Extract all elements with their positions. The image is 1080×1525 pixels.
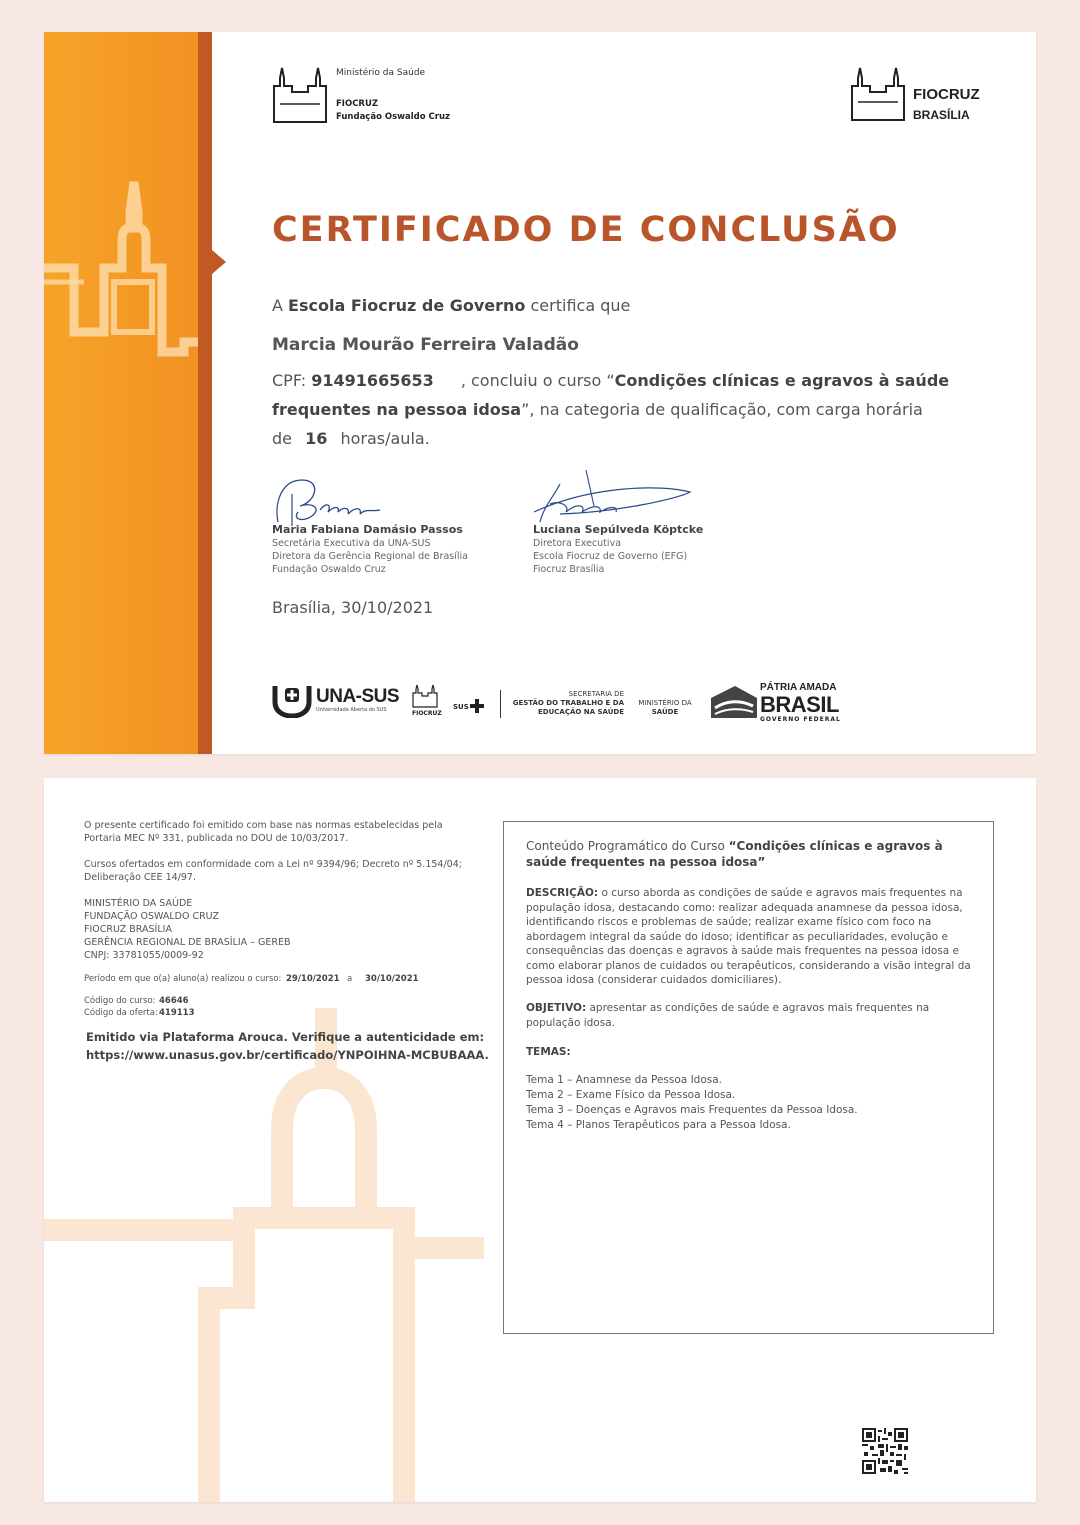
- band-edge: [198, 32, 212, 754]
- fiocruz-brasilia-label-2: BRASÍLIA: [913, 108, 970, 122]
- band-notch: [212, 250, 226, 274]
- fundacao-label: Fundação Oswaldo Cruz: [336, 112, 450, 122]
- fiocruz-brasilia-castle-icon: [850, 64, 906, 122]
- offer-code: 419113: [159, 1008, 195, 1018]
- certificate-title: CERTIFICADO DE CONCLUSÃO: [272, 210, 900, 250]
- intro-line: [272, 296, 630, 315]
- cpf-line: [272, 371, 949, 390]
- sgtes-logo: [508, 690, 624, 717]
- program-description: [526, 886, 974, 988]
- course-name-1: Condições clínicas e agravos à saúde: [614, 371, 950, 390]
- governo-federal-label: GOVERNO FEDERAL: [760, 716, 841, 723]
- course-suffix: ”, na categoria de qualificação, com carga horária: [521, 400, 923, 419]
- fiocruz-small-icon: [412, 684, 438, 708]
- period-sep: a: [347, 974, 353, 984]
- course-code-label: Código do curso:: [84, 996, 156, 1006]
- org-line-5: CNPJ: 33781055/0009-92: [84, 950, 204, 961]
- sus-cross-icon: [469, 698, 485, 714]
- certificate-back: [44, 778, 1036, 1502]
- brasil-flag-icon: [711, 684, 757, 718]
- desc-label: DESCRIÇÃO:: [526, 887, 599, 899]
- program-box: [503, 821, 994, 1334]
- program-objective: [526, 1001, 974, 1030]
- tema-2: Tema 2 – Exame Físico da Pessoa Idosa.: [526, 1089, 736, 1101]
- sgtes-line-3: EDUCAÇÃO NA SAÚDE: [537, 708, 624, 716]
- signature-1-line-2: Diretora da Gerência Regional de Brasília: [272, 551, 468, 562]
- obj-text: apresentar as condições de saúde e agravos mais frequentes na população idosa.: [526, 1002, 930, 1029]
- signature-2-icon: [530, 466, 700, 526]
- temas-heading: [526, 1045, 974, 1060]
- signature-1-line-3: Fundação Oswaldo Cruz: [272, 564, 386, 575]
- ministerio-label: Ministério da Saúde: [336, 68, 426, 78]
- sgtes-line-2: GESTÃO DO TRABALHO E DA: [512, 699, 624, 707]
- law-line-1: Cursos ofertados em conformidade com a Lei nº 9394/96; Decreto nº 5.154/04;: [84, 859, 462, 870]
- org-line-2: FUNDAÇÃO OSWALDO CRUZ: [84, 911, 219, 922]
- temas-label: TEMAS:: [526, 1046, 571, 1058]
- course-name-2: frequentes na pessoa idosa: [272, 400, 522, 419]
- program-title-prefix: Conteúdo Programático do Curso: [526, 839, 729, 853]
- course-code: 46646: [159, 996, 189, 1006]
- law-line-2: Deliberação CEE 14/97.: [84, 872, 196, 883]
- emit-line-1: Emitido via Plataforma Arouca. Verifique a autenticidade em:: [86, 1030, 485, 1044]
- org-line-4: GERÊNCIA REGIONAL DE BRASÍLIA – GEREB: [84, 937, 291, 948]
- offer-code-label: Código da oferta:: [84, 1008, 158, 1018]
- ministerio-small-logo: [634, 699, 696, 717]
- footer-divider: [500, 690, 501, 718]
- unasus-sub: Universidade Aberta do SUS: [316, 707, 387, 713]
- fiocruz-small-label: FIOCRUZ: [412, 710, 442, 717]
- sus-label: SUS: [453, 703, 469, 711]
- signature-1-icon: [272, 472, 402, 528]
- signature-1-line-1: Secretária Executiva da UNA-SUS: [272, 538, 431, 549]
- intro-prefix: A: [272, 296, 289, 315]
- unasus-label: UNA-SUS: [316, 686, 400, 707]
- certificate-front: [44, 32, 1036, 754]
- norms-line-1: O presente certificado foi emitido com base nas normas estabelecidas pela: [84, 820, 443, 831]
- program-title: [526, 838, 976, 870]
- city-date: Brasília, 30/10/2021: [272, 598, 434, 617]
- castle-watermark-icon: [44, 32, 212, 754]
- hours-prefix: de: [272, 429, 292, 448]
- cpf-value: 91491665653: [311, 371, 434, 390]
- qr-code-icon[interactable]: [862, 1428, 908, 1474]
- signature-2-name: Luciana Sepúlveda Köptcke: [533, 523, 704, 536]
- period-label: Período em que o(a) aluno(a) realizou o curso:: [84, 974, 282, 984]
- student-name: Marcia Mourão Ferreira Valadão: [272, 335, 579, 355]
- tema-1: Tema 1 – Anamnese da Pessoa Idosa.: [526, 1074, 722, 1086]
- course-prefix: , concluiu o curso “: [460, 371, 615, 390]
- signature-2-line-2: Escola Fiocruz de Governo (EFG): [533, 551, 688, 562]
- fiocruz-label: FIOCRUZ: [336, 99, 379, 109]
- patria-amada-label: PÁTRIA AMADA: [760, 682, 837, 693]
- emit-info: [86, 1028, 489, 1064]
- intro-suffix: certifica que: [525, 296, 631, 315]
- tema-3: Tema 3 – Doenças e Agravos mais Frequentes da Pessoa Idosa.: [526, 1104, 858, 1116]
- unasus-icon: [272, 682, 312, 718]
- norms-line-2: Portaria MEC Nº 331, publicada no DOU de 10/03/2017.: [84, 833, 349, 844]
- org-line-1: MINISTÉRIO DA SAÚDE: [84, 898, 193, 909]
- castle-watermark-back-icon: [44, 778, 484, 1502]
- tema-4: Tema 4 – Planos Terapêuticos para a Pessoa Idosa.: [526, 1119, 791, 1131]
- signature-2-line-3: Fiocruz Brasília: [533, 564, 605, 575]
- period-start: 29/10/2021: [286, 974, 340, 984]
- desc-text: o curso aborda as condições de saúde e agravos mais frequentes na população idosa, destacando como: realizar adequada anamnese da pessoa idosa, identificando riscos e problemas de saúde; realizar exame físico com foco na abordagem integral da saúde do idoso; identificar as peculiaridades, evolução e consequências das doenças e agravos à saúde mais frequentes na pessoa idosa e como elaborar planos de cuidados ou terapêuticos, considerando a visão integral da pessoa idosa (considerar cuidados domiciliares).: [526, 887, 971, 986]
- hours-line: [272, 429, 430, 448]
- cpf-label: CPF:: [272, 371, 307, 390]
- fiocruz-castle-icon: [272, 64, 328, 124]
- signature-2-line-1: Diretora Executiva: [533, 538, 622, 549]
- signature-1-name: Maria Fabiana Damásio Passos: [272, 523, 463, 536]
- program-course: “Condições clínicas e agravos à saúde frequentes na pessoa idosa”: [526, 839, 943, 869]
- verify-url[interactable]: https://www.unasus.gov.br/certificado/YNPOIHNA-MCBUBAAA.: [86, 1048, 489, 1062]
- ms-line-2: SAÚDE: [651, 708, 679, 716]
- ms-line-1: MINISTÉRIO DA: [638, 699, 692, 707]
- sgtes-line-1: SECRETARIA DE: [568, 690, 624, 698]
- org-line-3: FIOCRUZ BRASÍLIA: [84, 924, 172, 935]
- obj-label: OBJETIVO:: [526, 1002, 587, 1014]
- orange-band: [44, 32, 212, 754]
- period-end: 30/10/2021: [365, 974, 419, 984]
- brasil-label: BRASIL: [760, 692, 839, 717]
- course-line-2: [272, 400, 923, 419]
- school-name: Escola Fiocruz de Governo: [288, 296, 526, 315]
- fiocruz-brasilia-label-1: FIOCRUZ: [913, 86, 980, 103]
- hours-value: 16: [305, 429, 328, 448]
- hours-suffix: horas/aula.: [340, 429, 430, 448]
